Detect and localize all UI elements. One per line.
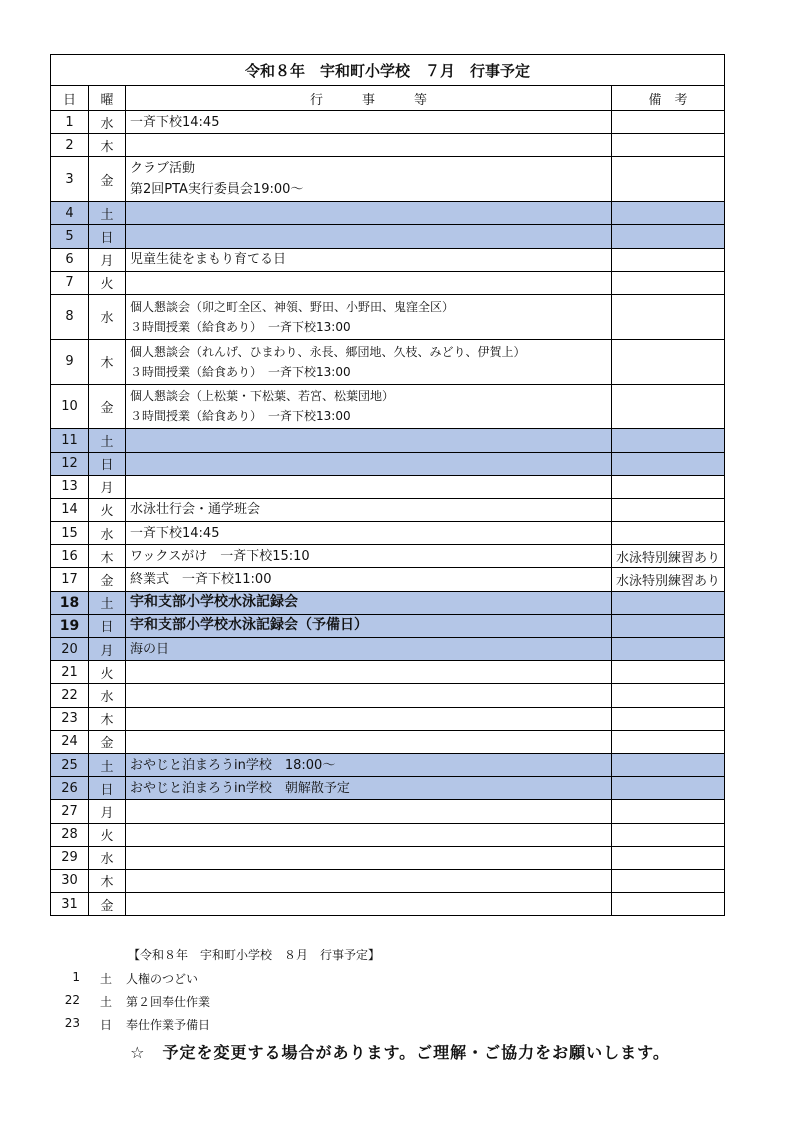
event-text: 海の日 <box>130 641 170 657</box>
row-events <box>126 591 612 614</box>
row-day: 3 <box>51 157 89 202</box>
row-weekday: 金 <box>89 384 126 429</box>
event-text: 一斉下校14:45 <box>130 525 220 541</box>
row-events <box>126 134 612 157</box>
page-title: 令和８年 宇和町小学校 ７月 行事予定 <box>51 55 725 86</box>
august-item-event: 人権のつどい <box>126 972 199 986</box>
row-note: 水泳特別練習あり <box>612 568 725 591</box>
row-day: 23 <box>51 707 89 730</box>
row-day: 20 <box>51 638 89 661</box>
row-note <box>612 591 725 614</box>
row-day: 9 <box>51 339 89 384</box>
row-events <box>126 614 612 637</box>
table-row <box>51 157 725 202</box>
table-row <box>51 869 725 892</box>
row-note <box>612 753 725 776</box>
row-weekday: 月 <box>89 800 126 823</box>
row-weekday: 土 <box>89 753 126 776</box>
august-item-day: 22 <box>64 993 80 1007</box>
row-note <box>612 707 725 730</box>
row-weekday: 火 <box>89 271 126 294</box>
row-day: 22 <box>51 684 89 707</box>
row-note <box>612 846 725 869</box>
table-row <box>51 475 725 498</box>
event-text: 宇和支部小学校水泳記録会（予備日） <box>130 617 368 634</box>
event-text: ワックスがけ 一斉下校15:10 <box>130 548 310 564</box>
event-text: 水泳壮行会・通学班会 <box>130 502 261 518</box>
table-row <box>51 271 725 294</box>
row-weekday: 土 <box>89 591 126 614</box>
row-note <box>612 157 725 202</box>
table-row <box>51 134 725 157</box>
row-events <box>126 452 612 475</box>
header-notes: 備 考 <box>612 86 725 111</box>
row-events <box>126 475 612 498</box>
table-row <box>51 522 725 545</box>
row-weekday: 水 <box>89 111 126 134</box>
table-row <box>51 661 725 684</box>
row-events <box>126 429 612 452</box>
row-events <box>126 846 612 869</box>
row-weekday: 日 <box>89 777 126 800</box>
row-day: 13 <box>51 475 89 498</box>
row-weekday: 火 <box>89 823 126 846</box>
row-weekday: 金 <box>89 568 126 591</box>
row-note: 水泳特別練習あり <box>612 545 725 568</box>
row-note <box>612 730 725 753</box>
table-row <box>51 777 725 800</box>
row-note <box>612 893 725 916</box>
august-item-event: 第２回奉仕作業 <box>126 995 211 1009</box>
row-day: 8 <box>51 294 89 339</box>
row-note <box>612 339 725 384</box>
row-note <box>612 475 725 498</box>
row-weekday: 金 <box>89 893 126 916</box>
row-day: 30 <box>51 869 89 892</box>
row-day: 24 <box>51 730 89 753</box>
table-row <box>51 846 725 869</box>
row-weekday: 日 <box>89 225 126 248</box>
row-events <box>126 753 612 776</box>
row-note <box>612 522 725 545</box>
row-note <box>612 225 725 248</box>
schedule-rows <box>51 111 725 916</box>
august-item-event: 奉仕作業予備日 <box>126 1018 211 1032</box>
row-day: 1 <box>51 111 89 134</box>
row-events <box>126 157 612 202</box>
row-note <box>612 429 725 452</box>
row-day: 17 <box>51 568 89 591</box>
table-row <box>51 823 725 846</box>
row-events <box>126 661 612 684</box>
row-events <box>126 271 612 294</box>
row-day: 27 <box>51 800 89 823</box>
row-note <box>612 498 725 521</box>
row-weekday: 木 <box>89 339 126 384</box>
row-weekday: 木 <box>89 707 126 730</box>
row-day: 28 <box>51 823 89 846</box>
header-row <box>51 86 725 111</box>
row-events <box>126 869 612 892</box>
row-weekday: 水 <box>89 522 126 545</box>
table-row <box>51 294 725 339</box>
row-weekday: 月 <box>89 248 126 271</box>
table-row <box>51 452 725 475</box>
august-item-day: 23 <box>64 1016 80 1030</box>
row-weekday: 木 <box>89 134 126 157</box>
table-row <box>51 800 725 823</box>
row-events <box>126 545 612 568</box>
row-day: 25 <box>51 753 89 776</box>
row-day: 7 <box>51 271 89 294</box>
row-day: 31 <box>51 893 89 916</box>
row-day: 15 <box>51 522 89 545</box>
row-events <box>126 522 612 545</box>
row-events <box>126 339 612 384</box>
row-weekday: 月 <box>89 475 126 498</box>
row-day: 19 <box>51 614 89 637</box>
row-day: 11 <box>51 429 89 452</box>
row-note <box>612 294 725 339</box>
table-row <box>51 730 725 753</box>
event-text: おやじと泊まろうin学校 朝解散予定 <box>130 780 350 796</box>
row-weekday: 木 <box>89 545 126 568</box>
row-events <box>126 638 612 661</box>
row-day: 10 <box>51 384 89 429</box>
row-note <box>612 271 725 294</box>
event-text: ３時間授業（給食あり） 一斉下校13:00 <box>130 319 351 334</box>
row-weekday: 土 <box>89 429 126 452</box>
row-events <box>126 225 612 248</box>
event-text: おやじと泊まろうin学校 18:00～ <box>130 757 336 773</box>
event-text: ３時間授業（給食あり） 一斉下校13:00 <box>130 364 351 379</box>
table-row <box>51 893 725 916</box>
row-day: 26 <box>51 777 89 800</box>
header-day: 日 <box>51 86 89 111</box>
table-row <box>51 545 725 568</box>
row-events <box>126 384 612 429</box>
header-weekday: 曜 <box>89 86 126 111</box>
row-note <box>612 800 725 823</box>
row-weekday: 火 <box>89 661 126 684</box>
row-events <box>126 707 612 730</box>
row-note <box>612 777 725 800</box>
event-text: 個人懇談会（卯之町全区、神領、野田、小野田、鬼窪全区） <box>130 299 455 314</box>
table-row <box>51 429 725 452</box>
event-text: 第2回PTA実行委員会19:00～ <box>130 182 304 198</box>
row-note <box>612 134 725 157</box>
row-note <box>612 823 725 846</box>
event-text: 一斉下校14:45 <box>130 114 220 130</box>
august-item-weekday: 土 <box>100 995 113 1009</box>
row-events <box>126 730 612 753</box>
row-day: 12 <box>51 452 89 475</box>
row-weekday: 金 <box>89 730 126 753</box>
row-events <box>126 248 612 271</box>
row-note <box>612 869 725 892</box>
row-events <box>126 568 612 591</box>
event-text: 児童生徒をまもり育てる日 <box>130 252 287 268</box>
row-events <box>126 111 612 134</box>
august-item-day: 1 <box>72 970 80 984</box>
row-events <box>126 294 612 339</box>
table-row <box>51 638 725 661</box>
august-item-weekday: 土 <box>100 972 113 986</box>
row-note <box>612 384 725 429</box>
row-note <box>612 452 725 475</box>
table-row <box>51 339 725 384</box>
august-item-weekday: 日 <box>100 1018 113 1032</box>
row-day: 21 <box>51 661 89 684</box>
row-weekday: 火 <box>89 498 126 521</box>
row-day: 6 <box>51 248 89 271</box>
row-events <box>126 823 612 846</box>
row-day: 2 <box>51 134 89 157</box>
event-text: 個人懇談会（上松葉・下松葉、若宮、松葉団地） <box>130 389 395 404</box>
row-day: 18 <box>51 591 89 614</box>
table-row <box>51 225 725 248</box>
event-text: ３時間授業（給食あり） 一斉下校13:00 <box>130 409 351 424</box>
row-day: 4 <box>51 202 89 225</box>
table-row <box>51 498 725 521</box>
row-day: 16 <box>51 545 89 568</box>
row-events <box>126 202 612 225</box>
row-weekday: 月 <box>89 638 126 661</box>
footer-note: ☆ 予定を変更する場合があります。ご理解・ご協力をお願いします。 <box>130 1043 670 1062</box>
row-events <box>126 893 612 916</box>
event-text: 終業式 一斉下校11:00 <box>130 572 272 588</box>
table-row <box>51 202 725 225</box>
table-row <box>51 248 725 271</box>
row-note <box>612 111 725 134</box>
row-note <box>612 248 725 271</box>
row-weekday: 土 <box>89 202 126 225</box>
table-row <box>51 568 725 591</box>
event-text: 宇和支部小学校水泳記録会 <box>130 594 298 611</box>
table-row <box>51 753 725 776</box>
table-row <box>51 707 725 730</box>
row-weekday: 水 <box>89 294 126 339</box>
row-weekday: 日 <box>89 614 126 637</box>
table-row <box>51 614 725 637</box>
row-events <box>126 777 612 800</box>
schedule-table <box>50 54 725 916</box>
august-title: 【令和８年 宇和町小学校 ８月 行事予定】 <box>128 948 381 962</box>
row-note <box>612 684 725 707</box>
row-weekday: 水 <box>89 684 126 707</box>
row-weekday: 日 <box>89 452 126 475</box>
table-row <box>51 684 725 707</box>
event-text: クラブ活動 <box>130 161 196 177</box>
row-note <box>612 661 725 684</box>
row-note <box>612 638 725 661</box>
event-text: 個人懇談会（れんげ、ひまわり、永長、郷団地、久枝、みどり、伊賀上） <box>130 344 526 359</box>
table-row <box>51 591 725 614</box>
row-weekday: 木 <box>89 869 126 892</box>
row-day: 5 <box>51 225 89 248</box>
row-day: 14 <box>51 498 89 521</box>
row-events <box>126 800 612 823</box>
row-note <box>612 614 725 637</box>
row-weekday: 金 <box>89 157 126 202</box>
row-events <box>126 684 612 707</box>
row-events <box>126 498 612 521</box>
table-row <box>51 111 725 134</box>
row-day: 29 <box>51 846 89 869</box>
row-weekday: 水 <box>89 846 126 869</box>
row-note <box>612 202 725 225</box>
header-events: 行 事 等 <box>126 86 612 111</box>
table-row <box>51 384 725 429</box>
